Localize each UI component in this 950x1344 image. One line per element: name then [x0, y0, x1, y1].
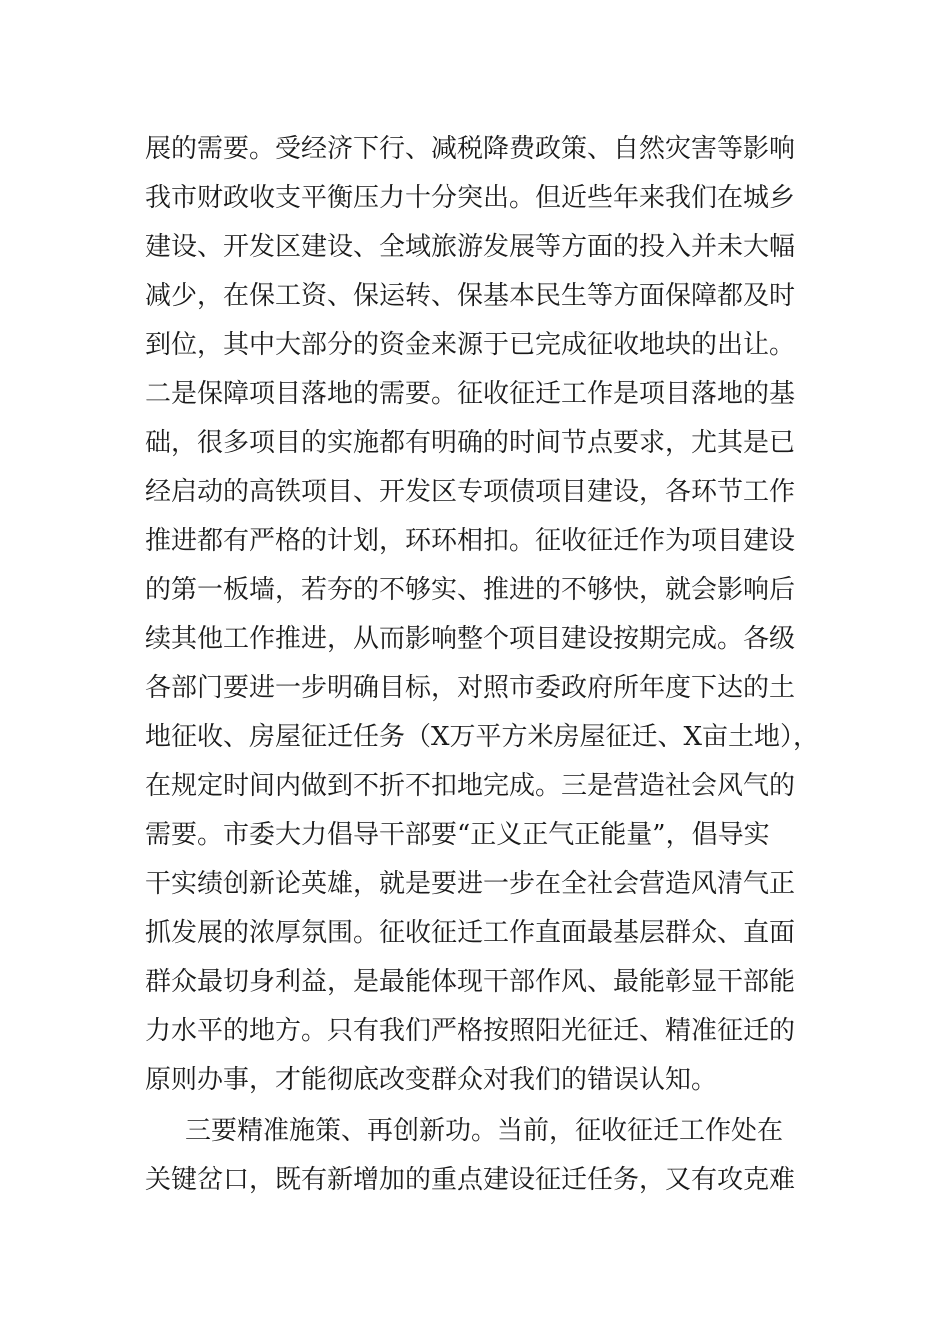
text-line: 各部门要进一步明确目标，对照市委政府所年度下达的土: [145, 673, 796, 703]
text-line: 展的需要。受经济下行、减税降费政策、自然灾害等影响: [145, 134, 796, 164]
text-line: 础，很多项目的实施都有明确的时间节点要求，尤其是已: [145, 428, 796, 458]
text-line: 力水平的地方。只有我们严格按照阳光征迁、精准征迁的: [145, 1016, 796, 1046]
text-line: 地征收、房屋征迁任务（X万平方米房屋征迁、X亩土地），: [145, 722, 820, 752]
text-line: 经启动的高铁项目、开发区专项债项目建设，各环节工作: [145, 477, 796, 507]
text-line: 群众最切身利益，是最能体现干部作风、最能彰显干部能: [145, 967, 796, 997]
text-line: 需要。市委大力倡导干部要“正义正气正能量”，倡导实: [145, 820, 770, 850]
text-line: 续其他工作推进，从而影响整个项目建设按期完成。各级: [145, 624, 796, 654]
text-line: 干实绩创新论英雄，就是要进一步在全社会营造风清气正: [145, 869, 796, 899]
text-line: 的第一板墙，若夯的不够实、推进的不够快，就会影响后: [145, 575, 796, 605]
text-line: 原则办事，才能彻底改变群众对我们的错误认知。: [145, 1065, 718, 1095]
text-line: 到位，其中大部分的资金来源于已完成征收地块的出让。: [145, 330, 796, 360]
text-line: 在规定时间内做到不折不扣地完成。三是营造社会风气的: [145, 771, 796, 801]
text-line: 关键岔口，既有新增加的重点建设征迁任务，又有攻克难: [145, 1165, 796, 1195]
text-line: 建设、开发区建设、全域旅游发展等方面的投入并未大幅: [145, 232, 796, 262]
text-line: 二是保障项目落地的需要。征收征迁工作是项目落地的基: [145, 379, 796, 409]
text-line: 减少，在保工资、保运转、保基本民生等方面保障都及时: [145, 281, 796, 311]
text-line: 三要精准施策、再创新功。当前，征收征迁工作处在: [185, 1116, 784, 1146]
text-line: 推进都有严格的计划，环环相扣。征收征迁作为项目建设: [145, 526, 796, 556]
text-line: 我市财政收支平衡压力十分突出。但近些年来我们在城乡: [145, 183, 796, 213]
text-line: 抓发展的浓厚氛围。征收征迁工作直面最基层群众、直面: [145, 918, 796, 948]
